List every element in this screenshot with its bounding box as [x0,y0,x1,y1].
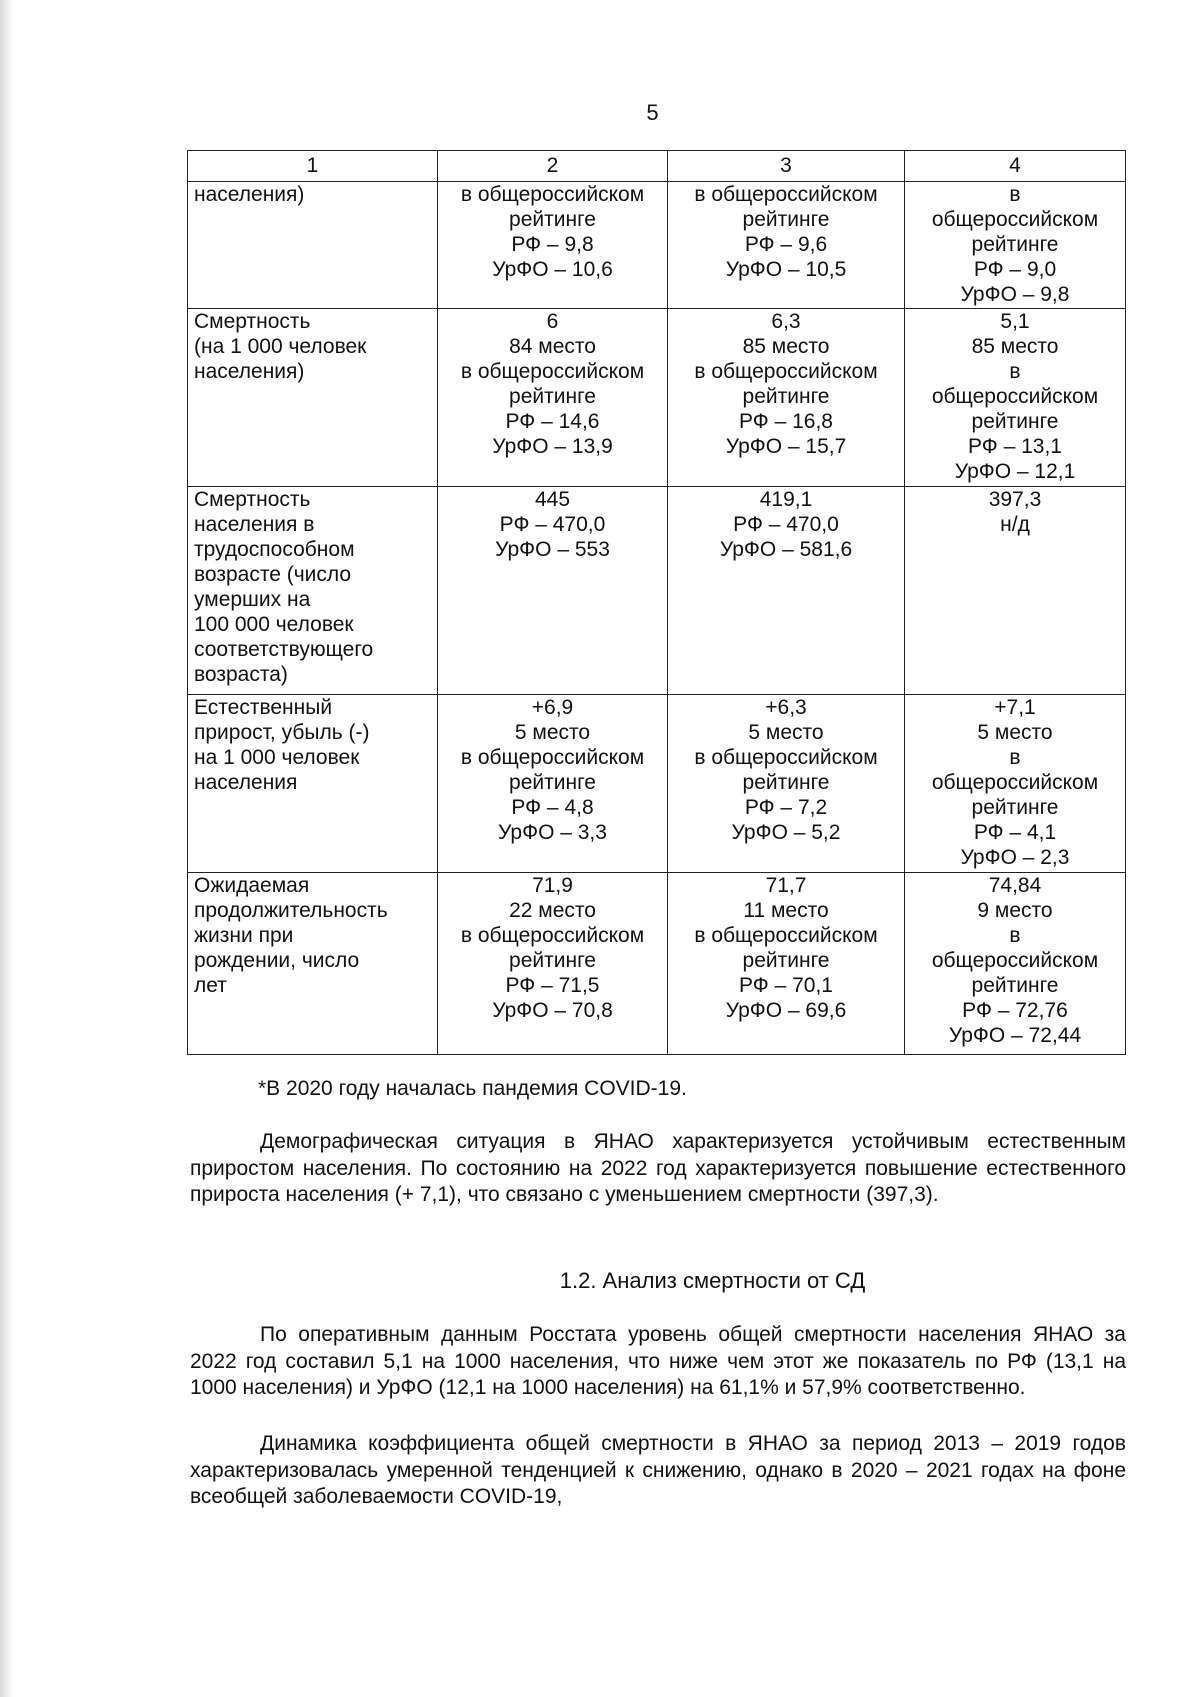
cell-line: рейтинге [742,949,830,972]
cell-line: н/д [1000,513,1030,536]
row-label-line: прирост, убыль (-) [194,721,370,744]
cell-line: 85 место [971,335,1059,358]
table-cell [438,182,668,309]
cell-line: рейтинге [742,771,830,794]
row-label-line: населения [194,771,298,794]
row-label-line: возраста) [194,663,288,686]
cell-line: РФ – 9,0 [973,258,1057,281]
cell-line: РФ – 7,2 [744,796,828,819]
cell-line: рейтинге [509,949,596,972]
row-label-line: (на 1 000 человек [194,335,367,358]
table-cell [668,182,905,309]
cell-line: РФ – 4,8 [511,796,594,819]
paragraph-rosstat: По оперативным данным Росстата уровень общей смертности населения ЯНАО за 2022 год составил 5,1 на 1000 населения, что ниже чем этот же показатель по РФ (13,1 на 1000 населения) и УрФО (12,1 на 1000 населения) на 61,1% и 57,9% соответственно. [190,1323,1126,1399]
cell-line: +7,1 [994,696,1036,719]
row-label-cell [188,487,438,695]
row-label-cell [188,695,438,873]
cell-line: 397,3 [988,488,1042,511]
cell-line: УрФО – 15,7 [725,435,847,458]
table-cell [668,695,905,873]
cell-line: +6,3 [765,696,807,719]
demographics-table [187,150,1126,1055]
cell-line: общероссийском [931,949,1099,972]
row-label-cell [188,182,438,309]
scan-left-edge [0,0,14,1697]
cell-line: 22 место [509,899,596,922]
cell-line: УрФО – 553 [495,538,610,561]
cell-line: УрФО – 13,9 [492,435,613,458]
column-header: 1 [188,151,438,182]
cell-line: УрФО – 581,6 [719,538,853,561]
cell-line: УрФО – 12,1 [954,460,1076,483]
cell-line: рейтинге [971,974,1059,997]
table-row [188,309,1126,487]
cell-line: УрФО – 2,3 [960,846,1070,869]
cell-line: в общероссийском [694,924,878,947]
table-row [188,487,1126,695]
cell-line: общероссийском [931,208,1099,231]
cell-line: рейтинге [742,385,830,408]
table-cell [668,873,905,1055]
row-label-line: 100 000 человек [194,613,354,636]
row-label-cell [188,873,438,1055]
cell-line: 74,84 [988,874,1042,897]
table-row [188,695,1126,873]
cell-line: РФ – 13,1 [968,435,1062,458]
cell-line: рейтинге [509,208,596,231]
table-cell [438,487,668,695]
cell-line: РФ – 72,76 [962,999,1068,1022]
cell-line: +6,9 [531,696,574,719]
row-label-cell [188,309,438,487]
cell-line: рейтинге [971,796,1059,819]
cell-line: рейтинге [742,208,830,231]
row-label-line: лет [194,974,227,997]
cell-line: в общероссийском [460,183,645,206]
row-label-line: продолжительность [194,899,388,922]
table-cell [668,309,905,487]
cell-line: 11 место [743,899,829,922]
cell-line: 71,9 [532,874,573,897]
cell-line: УрФО – 70,8 [492,999,613,1022]
row-label-line: соответствующего [194,638,374,661]
row-label-line: жизни при [194,924,294,947]
cell-line: УрФО – 10,6 [492,258,613,281]
table-cell [438,873,668,1055]
column-header: 3 [668,151,905,182]
cell-line: 6,3 [771,310,801,333]
table-row [188,182,1126,309]
cell-line: РФ – 470,0 [733,513,839,536]
cell-line: РФ – 4,1 [973,821,1057,844]
cell-line: 5 место [514,721,591,744]
row-label-line: Смертность [194,488,311,511]
page-number: 5 [646,100,659,125]
row-label-line: Смертность [194,310,311,333]
paragraph-demography: Демографическая ситуация в ЯНАО характеризуется устойчивым естественным приростом населения. По состоянию на 2022 год характеризуется повышение естественного прироста населения (+ 7,1), что связано с уменьшением смертности (397,3). [190,1130,1126,1206]
cell-line: РФ – 9,8 [511,233,594,256]
cell-line: РФ – 16,8 [739,410,833,433]
cell-line: 5 место [977,721,1053,744]
table-body [188,182,1126,1055]
table-cell [905,873,1126,1055]
cell-line: общероссийском [931,385,1099,408]
row-label-line: трудоспособном [194,538,355,561]
row-label-line: рождении, число [194,949,360,972]
cell-line: РФ – 70,1 [739,974,833,997]
cell-line: в [1009,746,1021,769]
cell-line: УрФО – 10,5 [725,258,847,281]
table-cell [668,487,905,695]
cell-line: в [1009,183,1021,206]
row-label-line: возрасте (число [194,563,352,586]
cell-line: УрФО – 69,6 [725,999,847,1022]
cell-line: 71,7 [765,874,807,897]
cell-line: УрФО – 5,2 [731,821,841,844]
cell-line: рейтинге [509,385,596,408]
cell-line: 84 место [509,335,596,358]
paragraph-dynamics: Динамика коэффициента общей смертности в ЯНАО за период 2013 – 2019 годов характеризовалась умеренной тенденцией к снижению, однако в 2020 – 2021 годах на фоне всеобщей заболеваемости COVID-19, [190,1432,1126,1508]
table-cell [905,487,1126,695]
table-cell [438,695,668,873]
row-label-line: населения в [194,513,315,536]
cell-line: 5 место [748,721,824,744]
row-label-line: на 1 000 человек [194,746,360,769]
cell-line: общероссийском [931,771,1099,794]
cell-line: 5,1 [1000,310,1030,333]
cell-line: рейтинге [971,233,1059,256]
cell-line: РФ – 470,0 [499,513,606,536]
row-label-line: Ожидаемая [194,874,310,897]
cell-line: в общероссийском [694,183,878,206]
cell-line: 9 место [977,899,1053,922]
cell-line: в общероссийском [460,746,645,769]
cell-line: 419,1 [759,488,813,511]
cell-line: УрФО – 9,8 [960,283,1070,306]
row-label-line: Естественный [194,696,333,719]
cell-line: РФ – 9,6 [744,233,828,256]
cell-line: 85 место [742,335,830,358]
footnote: *В 2020 году началась пандемия COVID-19. [258,1077,687,1100]
table-header-row [188,151,1126,182]
table-cell [438,309,668,487]
cell-line: в [1009,360,1021,383]
cell-line: РФ – 14,6 [505,410,600,433]
table-cell [905,309,1126,487]
cell-line: в общероссийском [694,746,878,769]
cell-line: 6 [546,310,559,333]
cell-line: в общероссийском [694,360,878,383]
cell-line: в общероссийском [460,360,645,383]
table-cell [905,182,1126,309]
cell-line: в общероссийском [460,924,645,947]
cell-line: РФ – 71,5 [505,974,600,997]
column-header: 2 [438,151,668,182]
cell-line: УрФО – 3,3 [498,821,607,844]
row-label-line: населения) [194,183,305,206]
row-label-line: населения) [194,360,305,383]
cell-line: УрФО – 72,44 [948,1024,1082,1047]
section-title: 1.2. Анализ смертности от СД [559,1268,866,1293]
cell-line: рейтинге [971,410,1059,433]
cell-line: 445 [534,488,571,511]
row-label-line: умерших на [194,588,311,611]
table-row [188,873,1126,1055]
column-header: 4 [905,151,1126,182]
cell-line: рейтинге [509,771,596,794]
table-cell [905,695,1126,873]
cell-line: в [1009,924,1021,947]
